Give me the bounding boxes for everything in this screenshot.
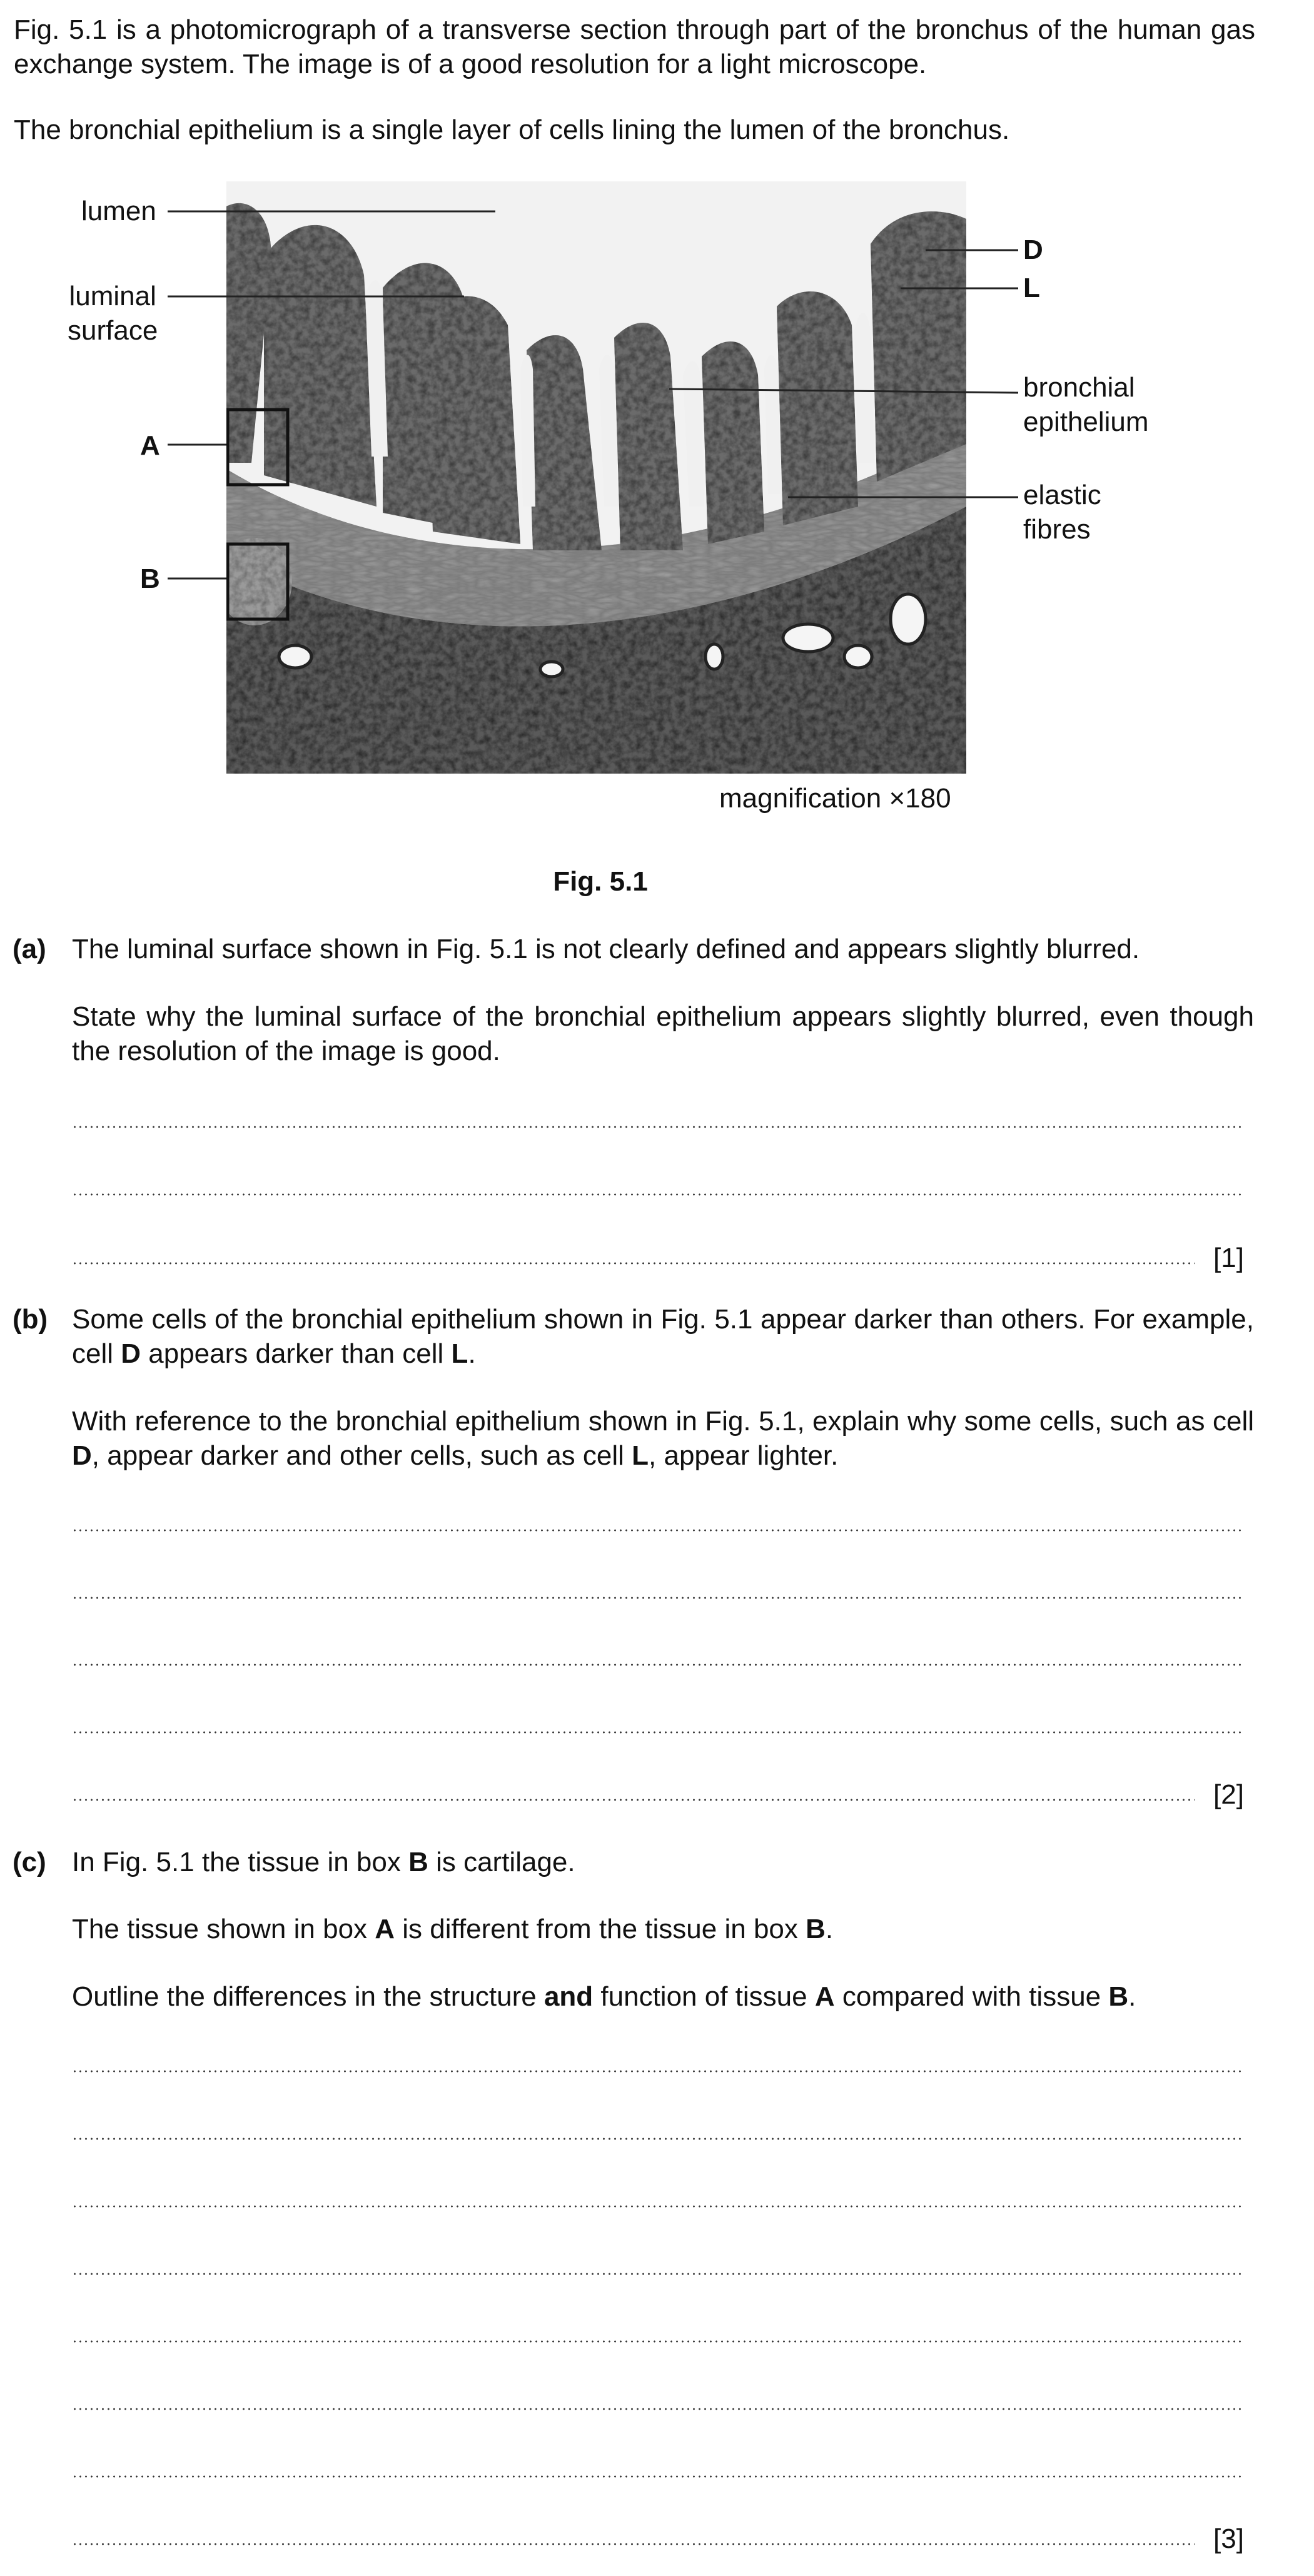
- intro-paragraph-1: Fig. 5.1 is a photomicrograph of a transverse section through part of the bronchus of the human gas exchange system. The image is of a good resolution for a light microscope.: [14, 14, 1255, 79]
- answer-line[interactable]: [72, 2340, 1245, 2343]
- answer-line[interactable]: [72, 1664, 1245, 1666]
- marks-c: [3]: [1213, 2523, 1244, 2554]
- question-a-letter: (a): [13, 934, 46, 964]
- marks-b: [2]: [1213, 1779, 1244, 1810]
- label-box-b: B: [140, 563, 160, 594]
- answer-line[interactable]: [72, 1262, 1195, 1265]
- answer-line[interactable]: [72, 1126, 1245, 1128]
- answer-line[interactable]: [72, 1799, 1195, 1801]
- question-b-text-1: Some cells of the bronchial epithelium shown in Fig. 5.1 appear darker than others. For example, cell D appears darker than cell L.: [72, 1304, 1254, 1369]
- answer-line[interactable]: [72, 1597, 1245, 1599]
- answer-line[interactable]: [72, 2475, 1245, 2478]
- question-a-text-2: State why the luminal surface of the bronchial epithelium appears slightly blurred, even though the resolution of the image is good.: [72, 1001, 1254, 1066]
- answer-line[interactable]: [72, 2408, 1245, 2410]
- answer-line[interactable]: [72, 2138, 1245, 2140]
- bronchus-photomicrograph: [226, 181, 966, 774]
- label-box-a: A: [140, 430, 160, 461]
- question-b-letter: (b): [13, 1304, 48, 1335]
- answer-line[interactable]: [72, 2070, 1245, 2073]
- label-elastic-fibres: elastic fibres: [1023, 480, 1101, 545]
- answer-line[interactable]: [72, 2543, 1195, 2545]
- label-cell-d: D: [1023, 235, 1043, 265]
- question-c-text-3: Outline the differences in the structure and function of tissue A compared with tissue B.: [72, 1981, 1136, 2012]
- question-c-text-1: In Fig. 5.1 the tissue in box B is cartilage.: [72, 1847, 575, 1877]
- answer-line[interactable]: [72, 2273, 1245, 2275]
- label-lumen: lumen: [81, 196, 156, 226]
- marks-a: [1]: [1213, 1243, 1244, 1273]
- label-cell-l: L: [1023, 273, 1040, 303]
- magnification-note: magnification ×180: [719, 783, 951, 814]
- question-b-text-2: With reference to the bronchial epithelium shown in Fig. 5.1, explain why some cells, such as cell D, appear darker and other cells, such as cell L, appear lighter.: [72, 1406, 1254, 1471]
- question-c-text-2: The tissue shown in box A is different from the tissue in box B.: [72, 1914, 834, 1944]
- figure-caption: Fig. 5.1: [553, 866, 648, 897]
- question-a-text-1: The luminal surface shown in Fig. 5.1 is not clearly defined and appears slightly blurred.: [72, 934, 1140, 964]
- answer-line[interactable]: [72, 2205, 1245, 2208]
- answer-line[interactable]: [72, 1193, 1245, 1196]
- label-bronchial-epithelium: bronchial epithelium: [1023, 372, 1149, 437]
- intro-paragraph-2: The bronchial epithelium is a single layer of cells lining the lumen of the bronchus.: [14, 114, 1010, 145]
- answer-line[interactable]: [72, 1529, 1245, 1532]
- label-luminal-surface: luminal surface: [68, 281, 158, 346]
- answer-line[interactable]: [72, 1731, 1245, 1734]
- question-c-letter: (c): [13, 1847, 46, 1877]
